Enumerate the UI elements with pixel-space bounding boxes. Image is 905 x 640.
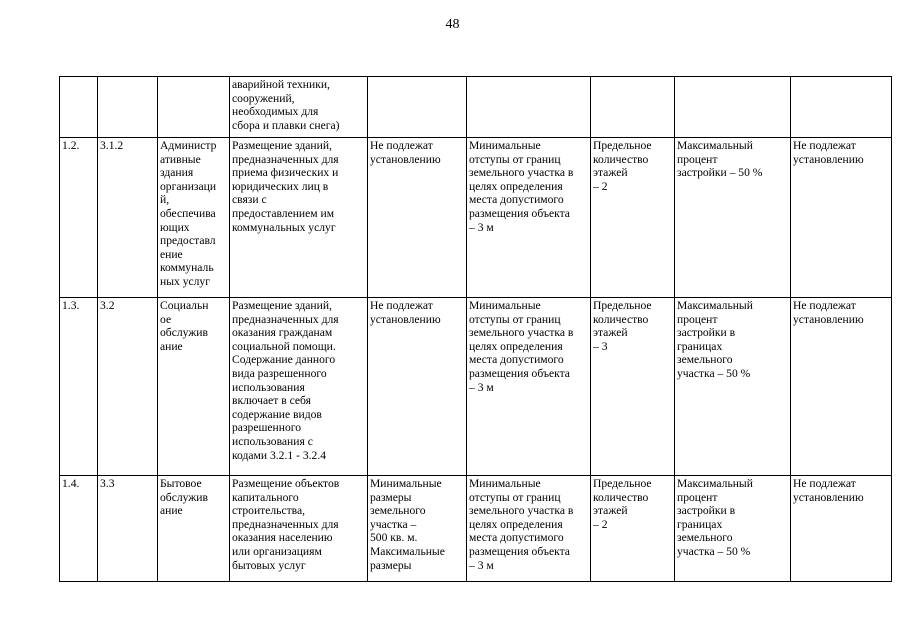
cell-line: ных услуг: [160, 274, 210, 288]
cell-line: разрешенного: [232, 421, 302, 435]
cell-line: Социальн: [160, 299, 209, 312]
cell-line: застройки – 50 %: [677, 166, 763, 180]
cell-line: установлению: [793, 312, 864, 326]
cell-line: предоставл: [160, 234, 216, 248]
table-body: [60, 77, 892, 582]
cell-line: Содержание данного: [232, 353, 336, 367]
cell-line: ющих: [160, 220, 190, 234]
cell-line: процент: [677, 312, 718, 326]
page-number: 48: [445, 17, 460, 32]
cell-line: оказания населению: [232, 531, 333, 545]
cell-line: места допустимого: [469, 353, 564, 367]
cell-line: – 3 м: [469, 220, 494, 234]
cell-line: бытовых услуг: [232, 558, 306, 572]
cell-line: юридических лиц в: [232, 179, 329, 193]
cell-line: количество: [593, 152, 649, 166]
cell-line: Не подлежат: [793, 139, 856, 152]
table-row: [60, 298, 892, 476]
cell-line: земельного участка в: [469, 166, 574, 180]
cell-use-name: [158, 77, 230, 138]
cell-line: Максимальный: [677, 477, 753, 490]
cell-line: границах: [677, 339, 723, 353]
cell-line: вида разрешенного: [232, 366, 327, 380]
cell-line: строительства,: [232, 504, 306, 518]
cell-line: кодами 3.2.1 - 3.2.4: [232, 448, 327, 462]
table-row: [60, 77, 892, 138]
cell-code: [98, 298, 158, 476]
cell-line: Бытовое: [160, 477, 202, 490]
cell-line: обслужив: [160, 326, 208, 340]
cell-line: границах: [677, 517, 723, 531]
cell-line: аварийной техники,: [232, 78, 330, 91]
cell-line: земельного участка в: [469, 326, 574, 340]
cell-line: обеспечива: [160, 206, 216, 220]
cell-row-number: [60, 476, 98, 582]
cell-line: Не подлежат: [793, 299, 856, 312]
cell-line: Максимальный: [677, 139, 753, 152]
cell-line: Минимальные: [370, 477, 442, 490]
cell-code: [98, 476, 158, 582]
cell-line: предназначенных для: [232, 312, 339, 326]
cell-line: Не подлежат: [370, 139, 433, 152]
cell-line: здания: [160, 166, 194, 180]
cell-coverage: [675, 298, 791, 476]
cell-line: установлению: [370, 152, 441, 166]
cell-line: необходимых для: [232, 105, 319, 119]
cell-line: 3.1.2: [100, 139, 124, 152]
cell-coverage: [675, 138, 791, 298]
cell-line: застройки в: [677, 504, 736, 518]
cell-line: участка – 50 %: [677, 544, 751, 558]
cell-line: этажей: [593, 166, 628, 180]
cell-line: размеры: [370, 558, 412, 572]
cell-line: капитального: [232, 490, 299, 504]
cell-line: или организациям: [232, 544, 322, 558]
cell-floors: [591, 138, 675, 298]
cell-line: установлению: [793, 152, 864, 166]
cell-line: 500 кв. м.: [370, 531, 418, 545]
cell-line: ание: [160, 339, 183, 353]
cell-line: сооружений,: [232, 91, 295, 105]
cell-line: отступы от границ: [469, 312, 561, 326]
cell-line: Максимальный: [677, 299, 753, 312]
cell-line: 3.2: [100, 299, 115, 312]
cell-code: [98, 138, 158, 298]
cell-line: отступы от границ: [469, 490, 561, 504]
cell-use-name: [158, 138, 230, 298]
cell-line: коммуналь: [160, 261, 214, 275]
cell-floors: [591, 77, 675, 138]
cell-other-params: [791, 298, 892, 476]
cell-line: социальной помощи.: [232, 339, 336, 353]
cell-line: ение: [160, 247, 183, 261]
cell-line: Предельное: [593, 477, 652, 490]
cell-line: процент: [677, 490, 718, 504]
cell-line: Минимальные: [469, 299, 541, 312]
cell-row-number: [60, 298, 98, 476]
cell-line: предназначенных для: [232, 517, 339, 531]
cell-line: Размещение объектов: [232, 477, 340, 490]
cell-line: этажей: [593, 504, 628, 518]
cell-line: организаци: [160, 179, 217, 193]
cell-line: – 2: [593, 179, 608, 193]
cell-line: Предельное: [593, 139, 652, 152]
cell-line: Не подлежат: [370, 299, 433, 312]
cell-line: места допустимого: [469, 193, 564, 207]
cell-use-name: [158, 298, 230, 476]
cell-setbacks: [467, 138, 591, 298]
cell-line: 1.3.: [62, 299, 80, 312]
cell-line: 1.2.: [62, 139, 80, 152]
table-row: [60, 476, 892, 582]
cell-line: участка –: [370, 517, 417, 531]
cell-line: Администр: [160, 139, 217, 152]
cell-other-params: [791, 77, 892, 138]
cell-coverage: [675, 77, 791, 138]
cell-use-description: [230, 138, 368, 298]
cell-floors: [591, 298, 675, 476]
cell-line: Размещение зданий,: [232, 139, 332, 152]
cell-line: целях определения: [469, 339, 563, 353]
cell-line: – 3 м: [469, 558, 494, 572]
cell-line: связи с: [232, 193, 267, 207]
cell-line: использования: [232, 380, 305, 394]
cell-line: ое: [160, 312, 172, 326]
cell-line: места допустимого: [469, 531, 564, 545]
cell-line: этажей: [593, 326, 628, 340]
cell-floors: [591, 476, 675, 582]
cell-line: 1.4.: [62, 477, 80, 490]
cell-line: 3.3: [100, 477, 115, 490]
cell-use-description: [230, 298, 368, 476]
cell-coverage: [675, 476, 791, 582]
cell-line: обслужив: [160, 490, 208, 504]
cell-line: земельного: [677, 353, 733, 367]
cell-line: Минимальные: [469, 477, 541, 490]
cell-line: размеры: [370, 490, 412, 504]
cell-plot-size: [368, 138, 467, 298]
cell-line: процент: [677, 152, 718, 166]
cell-line: сбора и плавки снега): [232, 118, 340, 132]
cell-line: приема физических и: [232, 166, 339, 180]
cell-line: земельного: [370, 504, 426, 518]
cell-line: Максимальные: [370, 544, 445, 558]
cell-setbacks: [467, 298, 591, 476]
cell-use-description: [230, 77, 368, 138]
cell-line: й,: [160, 193, 170, 207]
table-row: [60, 138, 892, 298]
cell-line: предназначенных для: [232, 152, 339, 166]
cell-line: Размещение зданий,: [232, 299, 332, 312]
cell-line: Минимальные: [469, 139, 541, 152]
cell-line: использования с: [232, 434, 313, 448]
cell-line: размещения объекта: [469, 206, 570, 220]
cell-plot-size: [368, 77, 467, 138]
cell-row-number: [60, 77, 98, 138]
cell-line: участка – 50 %: [677, 366, 751, 380]
cell-other-params: [791, 138, 892, 298]
cell-line: – 3 м: [469, 380, 494, 394]
cell-line: отступы от границ: [469, 152, 561, 166]
cell-line: установлению: [793, 490, 864, 504]
cell-line: предоставлением им: [232, 206, 335, 220]
cell-row-number: [60, 138, 98, 298]
cell-line: количество: [593, 312, 649, 326]
cell-setbacks: [467, 476, 591, 582]
cell-line: ание: [160, 504, 183, 518]
cell-line: целях определения: [469, 517, 563, 531]
cell-line: оказания гражданам: [232, 326, 333, 340]
cell-other-params: [791, 476, 892, 582]
cell-line: количество: [593, 490, 649, 504]
cell-line: – 2: [593, 517, 608, 531]
cell-use-description: [230, 476, 368, 582]
cell-line: установлению: [370, 312, 441, 326]
cell-use-name: [158, 476, 230, 582]
cell-plot-size: [368, 476, 467, 582]
cell-line: земельного участка в: [469, 504, 574, 518]
cell-line: содержание видов: [232, 407, 322, 421]
cell-line: размещения объекта: [469, 544, 570, 558]
cell-plot-size: [368, 298, 467, 476]
cell-line: целях определения: [469, 179, 563, 193]
cell-setbacks: [467, 77, 591, 138]
cell-line: Не подлежат: [793, 477, 856, 490]
zoning-table: [59, 76, 892, 582]
cell-line: земельного: [677, 531, 733, 545]
cell-line: размещения объекта: [469, 366, 570, 380]
cell-line: ативные: [160, 152, 201, 166]
cell-code: [98, 77, 158, 138]
cell-line: коммунальных услуг: [232, 220, 336, 234]
cell-line: Предельное: [593, 299, 652, 312]
cell-line: включает в себя: [232, 394, 311, 408]
cell-line: – 3: [593, 339, 608, 353]
cell-line: застройки в: [677, 326, 736, 340]
